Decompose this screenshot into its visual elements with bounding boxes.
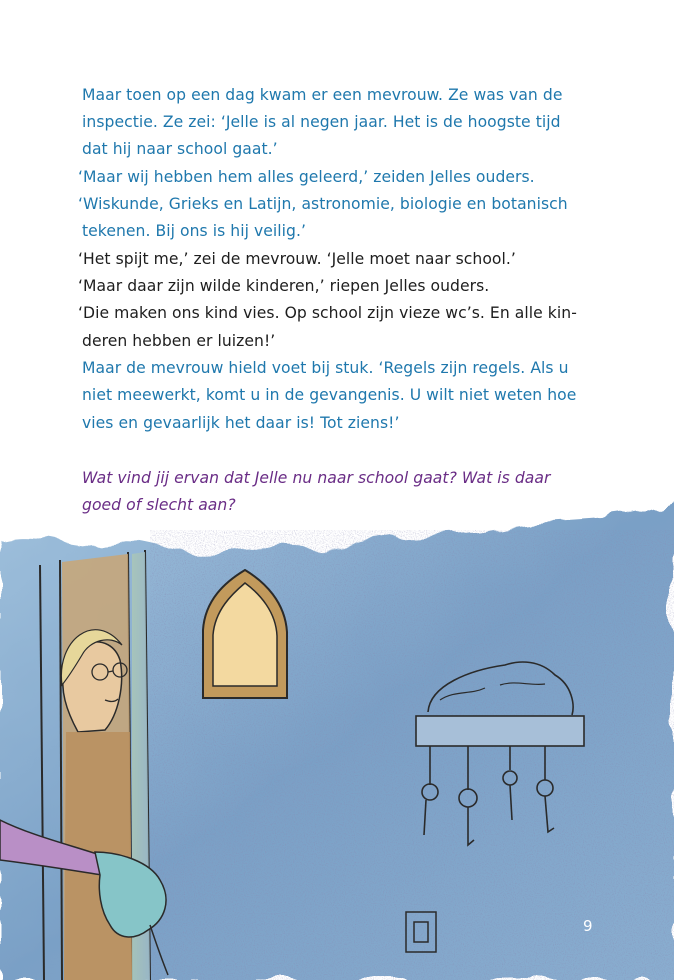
question-line: Wat vind jij ervan dat Jelle nu naar school gaat? Wat is daar (82, 469, 551, 487)
story-line: ‘Maar wij hebben hem alles geleerd,’ zeiden Jelles ouders. (78, 168, 535, 186)
story-illustration (0, 470, 674, 980)
story-line: dat hij naar school gaat.’ (82, 140, 278, 158)
story-line: ‘Die maken ons kind vies. Op school zijn vieze wc’s. En alle kin- (78, 304, 577, 322)
story-line: tekenen. Bij ons is hij veilig.’ (82, 222, 307, 240)
question-line: goed of slecht aan? (82, 496, 236, 514)
story-line: ‘Wiskunde, Grieks en Latijn, astronomie, biologie en botanisch (78, 195, 568, 213)
story-line: vies en gevaarlijk het daar is! Tot ziens!’ (82, 414, 400, 432)
story-line: inspectie. Ze zei: ‘Jelle is al negen jaar. Het is de hoogste tijd (82, 113, 561, 131)
page-number: 9 (583, 917, 593, 935)
story-line: Maar toen op een dag kwam er een mevrouw. Ze was van de (82, 86, 563, 104)
story-line: ‘Het spijt me,’ zei de mevrouw. ‘Jelle moet naar school.’ (78, 250, 516, 268)
story-line: Maar de mevrouw hield voet bij stuk. ‘Regels zijn regels. Als u (82, 359, 569, 377)
story-line: ‘Maar daar zijn wilde kinderen,’ riepen Jelles ouders. (78, 277, 490, 295)
story-line: deren hebben er luizen!’ (82, 332, 276, 350)
story-line: niet meewerkt, komt u in de gevangenis. U wilt niet weten hoe (82, 386, 577, 404)
